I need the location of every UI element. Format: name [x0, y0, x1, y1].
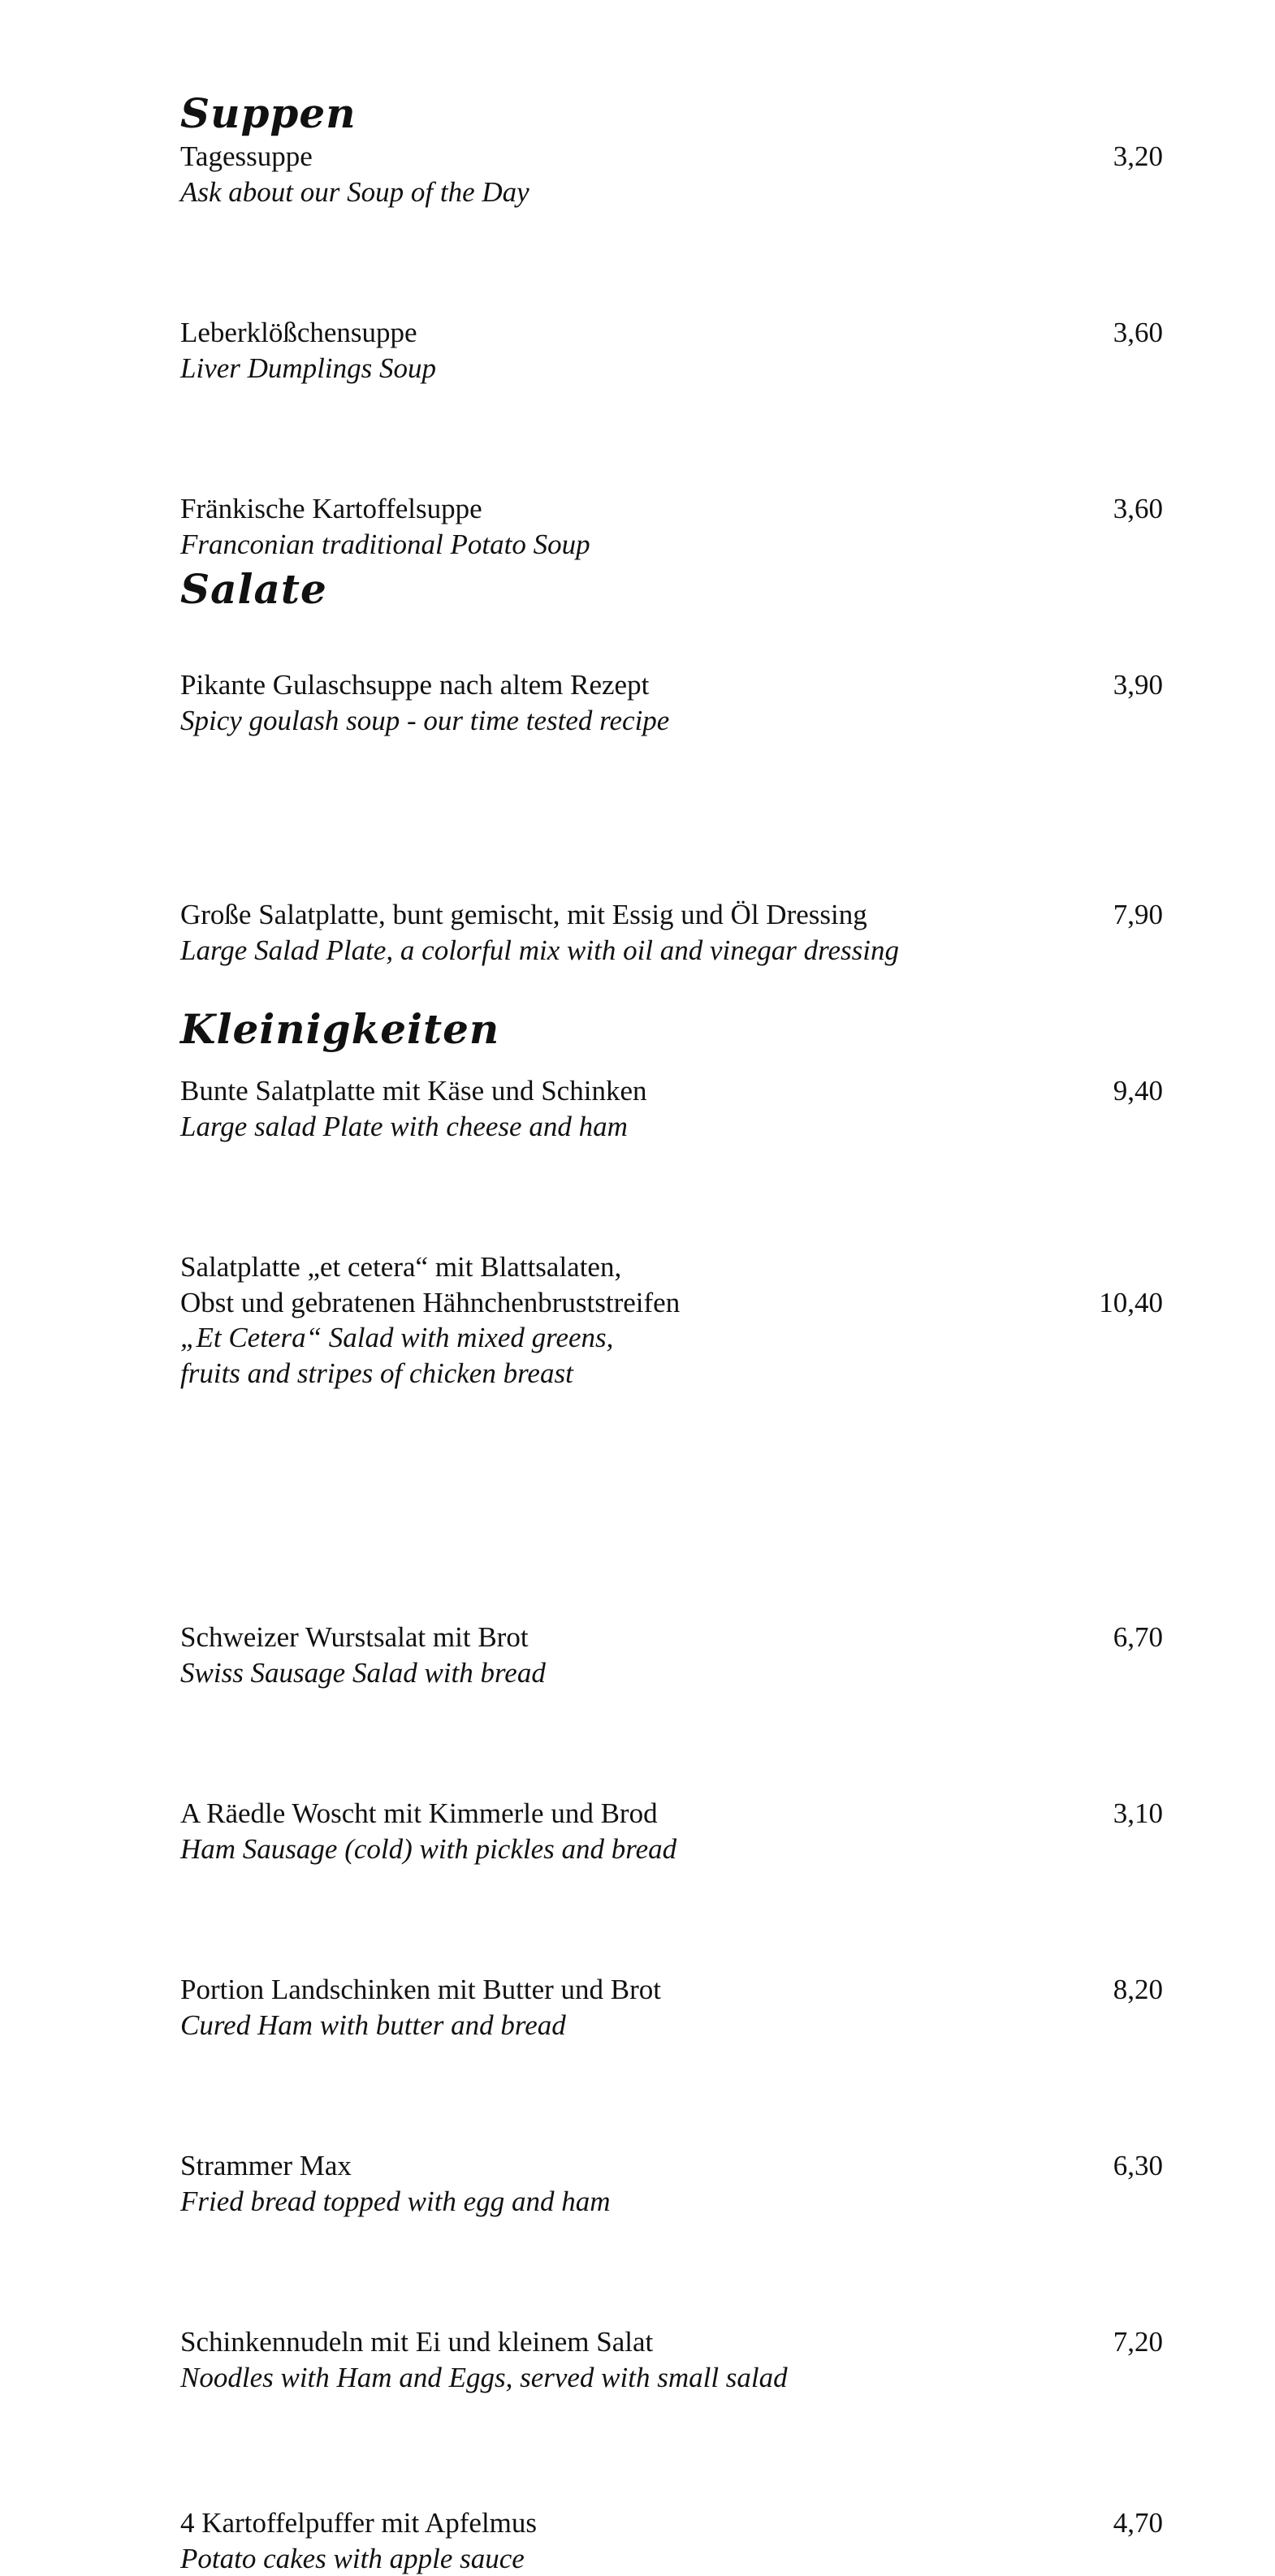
item-price: 3,60 — [1113, 491, 1163, 527]
menu-item — [180, 667, 1163, 738]
item-name-de: 4 Kartoffelpuffer mit Apfelmus — [180, 2505, 1163, 2541]
item-price: 7,20 — [1113, 2324, 1163, 2360]
item-name-en: Ham Sausage (cold) with pickles and bread — [180, 1832, 1163, 1867]
menu-item — [180, 2324, 1163, 2395]
item-price: 3,10 — [1113, 1796, 1163, 1832]
menu-item — [180, 315, 1163, 386]
item-name-en: Ask about our Soup of the Day — [180, 175, 1163, 210]
item-name-en: Swiss Sausage Salad with bread — [180, 1655, 1163, 1691]
item-name-en: Large salad Plate with cheese and ham — [180, 1109, 1163, 1145]
item-name-en: Potato cakes with apple sauce — [180, 2541, 1163, 2576]
section-heading: Kleinigkeiten — [180, 1007, 1163, 1052]
item-name-de: Fränkische Kartoffelsuppe — [180, 491, 1163, 527]
menu-item — [180, 1249, 1163, 1391]
item-price: 7,90 — [1113, 897, 1163, 933]
section-suppen — [180, 91, 1163, 136]
menu-item — [180, 2505, 1163, 2576]
item-name-de: Portion Landschinken mit Butter und Brot — [180, 1972, 1163, 2008]
section-salate — [180, 567, 1163, 612]
item-name-en: Spicy goulash soup - our time tested recipe — [180, 703, 1163, 739]
section-heading: Suppen — [180, 91, 1163, 136]
item-name-en: Franconian traditional Potato Soup — [180, 527, 1163, 563]
item-price: 8,20 — [1113, 1972, 1163, 2008]
item-name-de: Pikante Gulaschsuppe nach altem Rezept — [180, 667, 1163, 703]
item-name-en: Liver Dumplings Soup — [180, 351, 1163, 386]
item-price: 10,40 — [1099, 1285, 1163, 1321]
item-name-en: Noodles with Ham and Eggs, served with small salad — [180, 2360, 1163, 2396]
item-name-de: Tagessuppe — [180, 139, 1163, 175]
item-price: 3,90 — [1113, 667, 1163, 703]
item-name-de: Schinkennudeln mit Ei und kleinem Salat — [180, 2324, 1163, 2360]
section-kleinigkeiten — [180, 1007, 1163, 1052]
item-name-de: A Räedle Woscht mit Kimmerle und Brod — [180, 1796, 1163, 1832]
item-price: 3,20 — [1113, 139, 1163, 175]
item-name-de: Strammer Max — [180, 2148, 1163, 2184]
item-name-de-line2: Obst und gebratenen Hähnchenbruststreifen — [180, 1285, 1163, 1321]
item-price: 6,30 — [1113, 2148, 1163, 2184]
item-name-en-line2: fruits and stripes of chicken breast — [180, 1356, 1163, 1392]
item-price: 9,40 — [1113, 1073, 1163, 1109]
item-price: 3,60 — [1113, 315, 1163, 351]
menu-item — [180, 491, 1163, 562]
menu-item — [180, 897, 1163, 968]
section-heading: Salate — [180, 567, 1163, 612]
menu-item — [180, 2148, 1163, 2219]
item-name-de-line1: Salatplatte „et cetera“ mit Blattsalaten, — [180, 1249, 1163, 1285]
item-name-en: Fried bread topped with egg and ham — [180, 2184, 1163, 2220]
item-name-de: Große Salatplatte, bunt gemischt, mit Essig und Öl Dressing — [180, 897, 1163, 933]
item-price: 4,70 — [1113, 2505, 1163, 2541]
item-name-en: Cured Ham with butter and bread — [180, 2008, 1163, 2043]
item-name-en: Large Salad Plate, a colorful mix with oil and vinegar dressing — [180, 933, 1163, 969]
item-name-de: Bunte Salatplatte mit Käse und Schinken — [180, 1073, 1163, 1109]
item-name-de: Leberklößchensuppe — [180, 315, 1163, 351]
menu-item — [180, 1972, 1163, 2043]
item-name-en-line1: „Et Cetera“ Salad with mixed greens, — [180, 1320, 1163, 1356]
menu-item — [180, 139, 1163, 209]
item-price: 6,70 — [1113, 1620, 1163, 1655]
menu-item — [180, 1073, 1163, 1144]
item-name-de: Schweizer Wurstsalat mit Brot — [180, 1620, 1163, 1655]
menu-item — [180, 1796, 1163, 1866]
menu-item — [180, 1620, 1163, 1690]
